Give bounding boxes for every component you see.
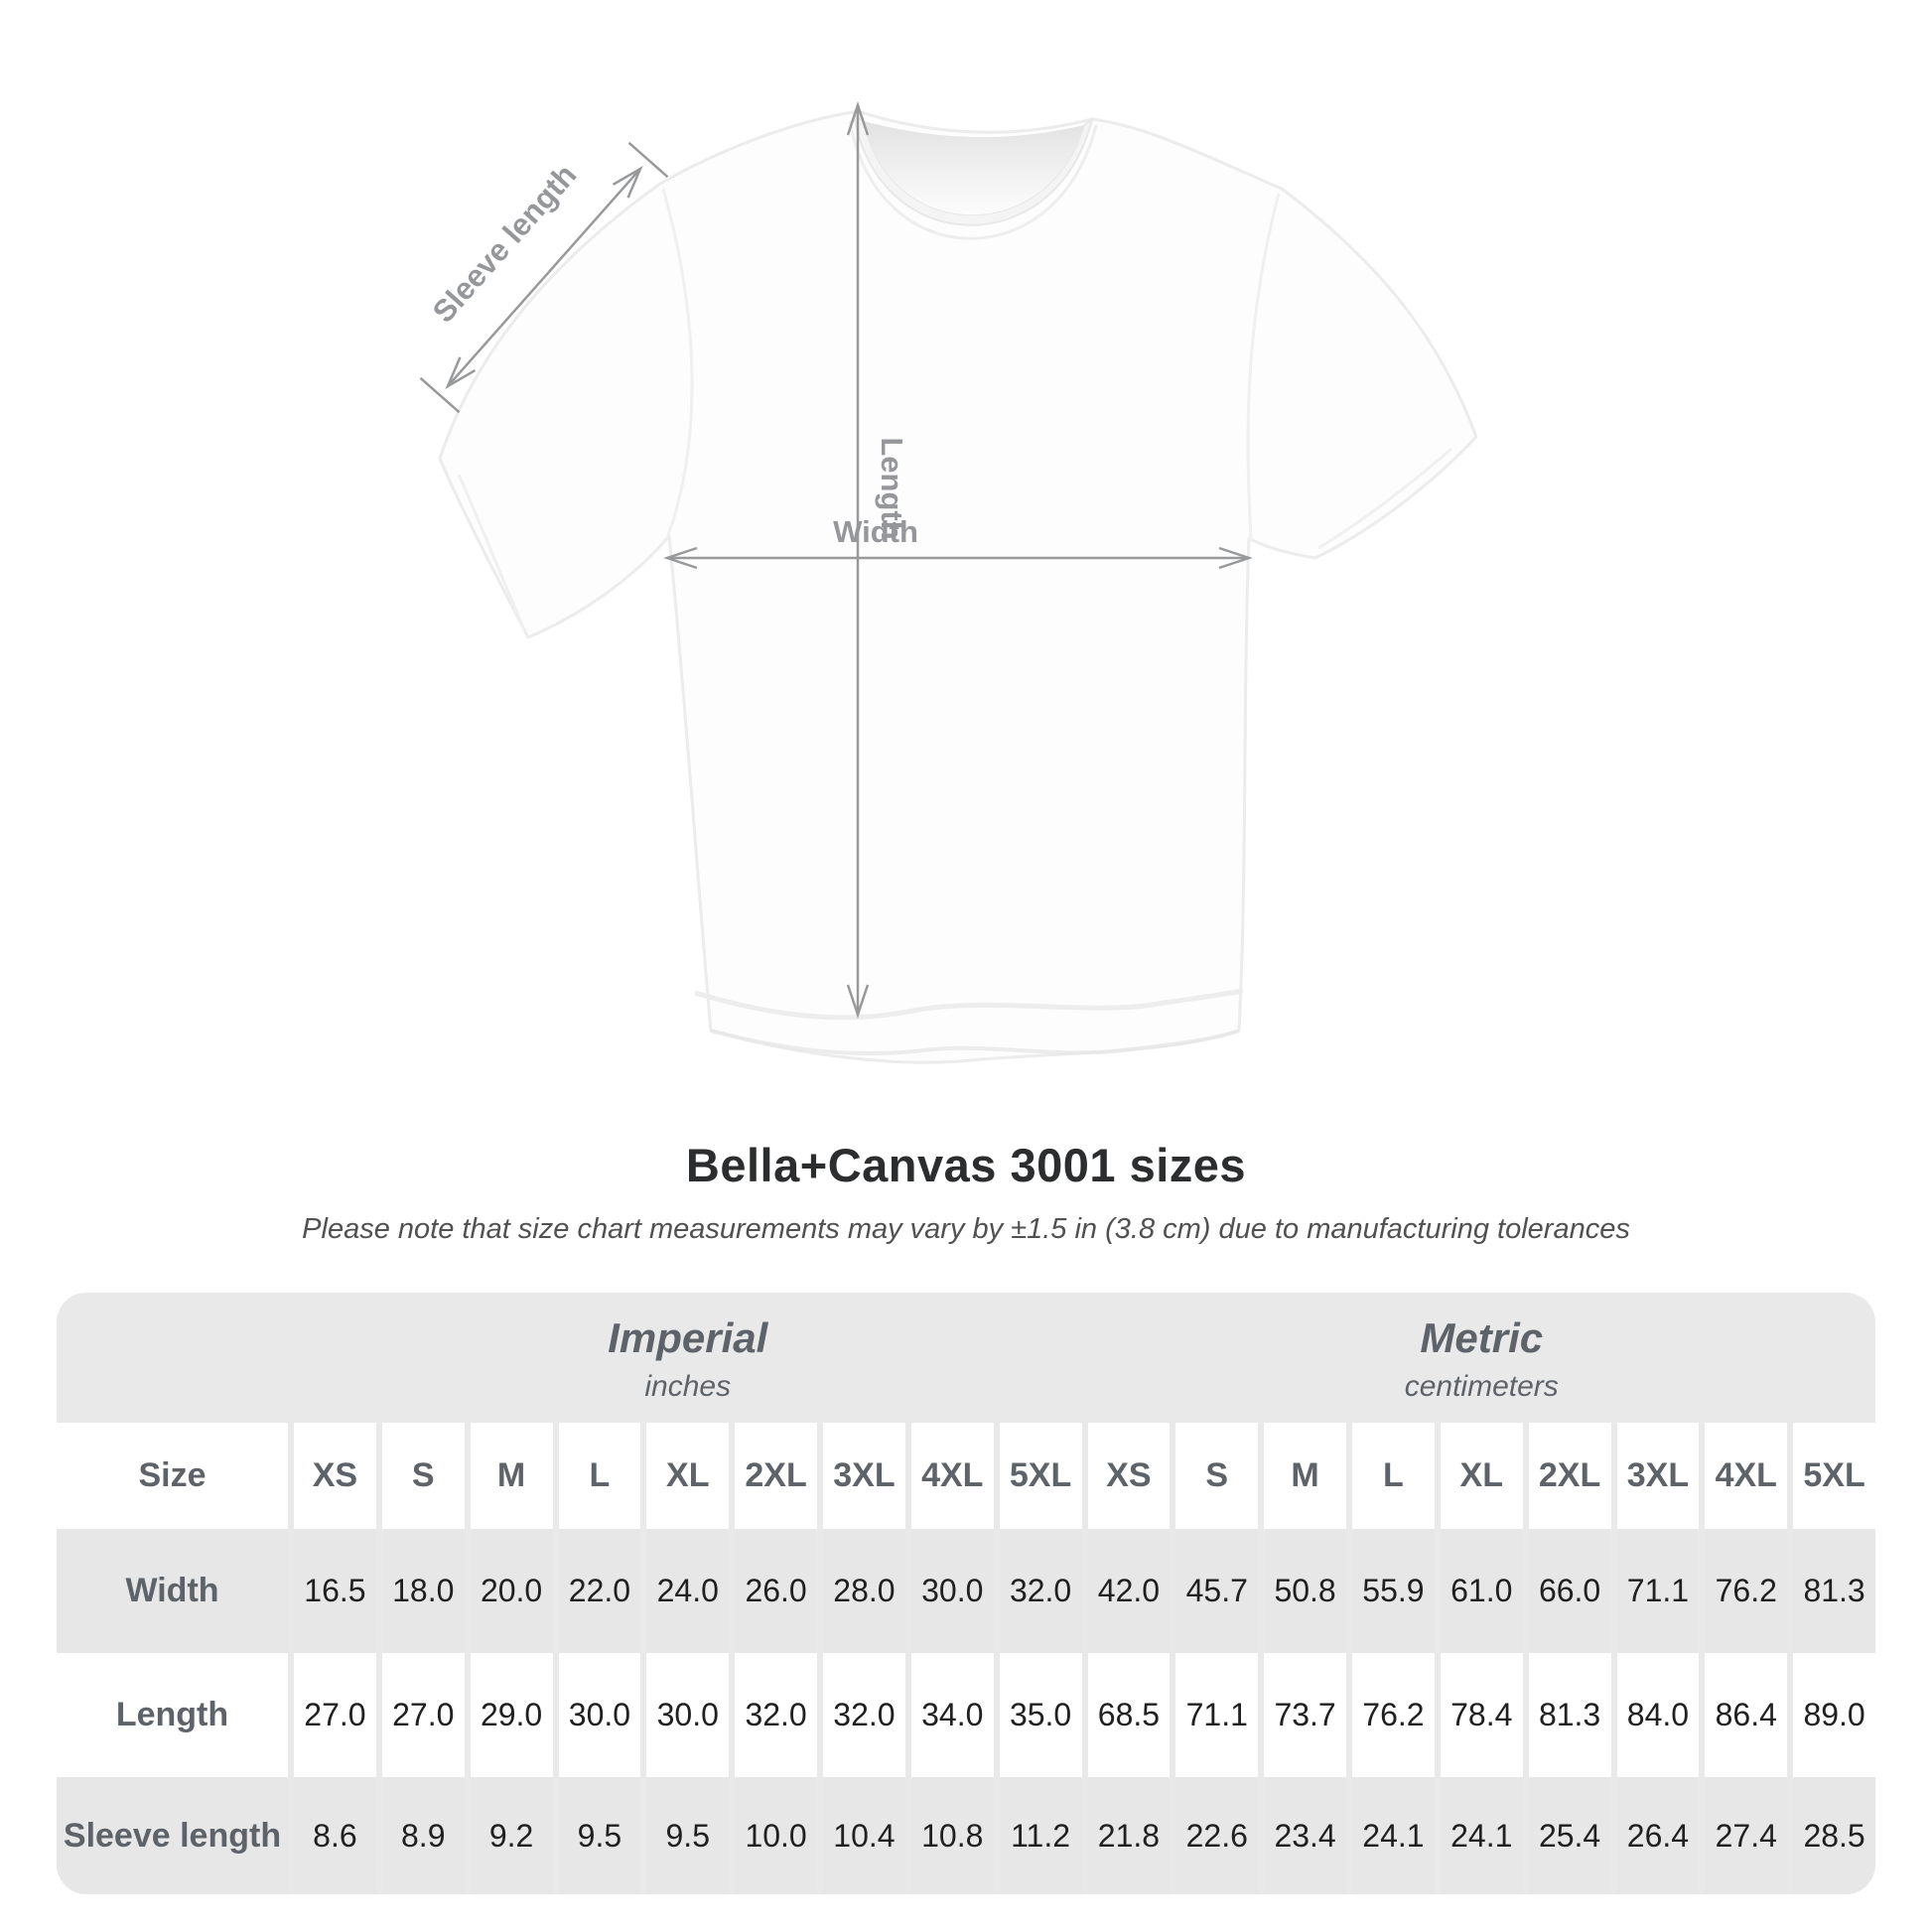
measurement-cell: 61.0	[1441, 1529, 1523, 1653]
measurement-cell: 45.7	[1175, 1529, 1258, 1653]
measurement-cell: 71.1	[1175, 1653, 1258, 1777]
measurement-cell: 76.2	[1352, 1653, 1435, 1777]
metric-header	[1088, 1293, 1876, 1423]
measurement-cell: 9.5	[646, 1777, 729, 1894]
measurement-cell: 21.8	[1088, 1777, 1171, 1894]
size-col-header: M	[471, 1423, 553, 1529]
size-header-row	[57, 1423, 1875, 1529]
measurement-cell: 25.4	[1529, 1777, 1611, 1894]
metric-title: Metric	[1420, 1314, 1544, 1361]
measurement-cell: 27.0	[382, 1653, 465, 1777]
tshirt-silhouette	[440, 111, 1476, 1062]
size-header-label: Size	[57, 1423, 288, 1529]
measurement-cell: 26.4	[1617, 1777, 1700, 1894]
metric-unit: centimeters	[1404, 1370, 1559, 1404]
size-col-header: XS	[294, 1423, 376, 1529]
size-col-header: 4XL	[1705, 1423, 1787, 1529]
measurement-cell: 68.5	[1088, 1653, 1171, 1777]
measurement-cell: 22.6	[1175, 1777, 1258, 1894]
row-label: Width	[57, 1529, 288, 1653]
measurement-cell: 27.0	[294, 1653, 376, 1777]
measurement-cell: 55.9	[1352, 1529, 1435, 1653]
measurement-cell: 32.0	[735, 1653, 817, 1777]
measurement-cell: 26.0	[735, 1529, 817, 1653]
measurement-cell: 8.9	[382, 1777, 465, 1894]
size-col-header: L	[559, 1423, 641, 1529]
measurement-cell: 50.8	[1264, 1529, 1346, 1653]
size-col-header: 3XL	[1617, 1423, 1700, 1529]
sleeve-length-label: Sleeve length	[425, 157, 584, 330]
tshirt-graphic	[440, 111, 1476, 1062]
length-label: Length	[875, 437, 909, 540]
measurement-cell: 28.5	[1793, 1777, 1875, 1894]
size-col-header: 2XL	[735, 1423, 817, 1529]
size-col-header: 5XL	[1000, 1423, 1082, 1529]
length-row	[57, 1653, 1875, 1777]
measurement-cell: 22.0	[559, 1529, 641, 1653]
row-label: Sleeve length	[57, 1777, 288, 1894]
size-col-header: 5XL	[1793, 1423, 1875, 1529]
unit-header-row	[57, 1293, 1875, 1423]
size-chart-card	[57, 1293, 1875, 1894]
measurement-cell: 89.0	[1793, 1653, 1875, 1777]
measurement-cell: 86.4	[1705, 1653, 1787, 1777]
measurement-cell: 78.4	[1441, 1653, 1523, 1777]
unit-header-spacer	[57, 1293, 288, 1423]
measurement-cell: 18.0	[382, 1529, 465, 1653]
size-col-header: 3XL	[823, 1423, 905, 1529]
measurement-cell: 30.0	[911, 1529, 994, 1653]
measurement-cell: 10.4	[823, 1777, 905, 1894]
measurement-cell: 30.0	[646, 1653, 729, 1777]
width-row	[57, 1529, 1875, 1653]
size-col-header: S	[382, 1423, 465, 1529]
size-col-header: 4XL	[911, 1423, 994, 1529]
measurement-cell: 27.4	[1705, 1777, 1787, 1894]
sleeve-length-row	[57, 1777, 1875, 1894]
measurement-cell: 81.3	[1793, 1529, 1875, 1653]
size-col-header: S	[1175, 1423, 1258, 1529]
measurement-cell: 35.0	[1000, 1653, 1082, 1777]
measurement-cell: 9.5	[559, 1777, 641, 1894]
measurement-cell: 66.0	[1529, 1529, 1611, 1653]
measurement-cell: 29.0	[471, 1653, 553, 1777]
imperial-header	[294, 1293, 1082, 1423]
size-col-header: XL	[1441, 1423, 1523, 1529]
size-col-header: M	[1264, 1423, 1346, 1529]
measurement-cell: 24.0	[646, 1529, 729, 1653]
imperial-title: Imperial	[608, 1314, 768, 1361]
measurement-cell: 8.6	[294, 1777, 376, 1894]
measurement-cell: 24.1	[1441, 1777, 1523, 1894]
measurement-cell: 71.1	[1617, 1529, 1700, 1653]
size-col-header: L	[1352, 1423, 1435, 1529]
measurement-cell: 42.0	[1088, 1529, 1171, 1653]
row-label: Length	[57, 1653, 288, 1777]
page-subtitle: Please note that size chart measurements may vary by ±1.5 in (3.8 cm) due to manufacturing tolerances	[302, 1213, 1630, 1245]
measurement-cell: 84.0	[1617, 1653, 1700, 1777]
measurement-cell: 30.0	[559, 1653, 641, 1777]
imperial-unit: inches	[644, 1370, 732, 1404]
measurement-cell: 34.0	[911, 1653, 994, 1777]
measurement-cell: 81.3	[1529, 1653, 1611, 1777]
measurement-cell: 73.7	[1264, 1653, 1346, 1777]
measurement-cell: 10.0	[735, 1777, 817, 1894]
measurement-cell: 23.4	[1264, 1777, 1346, 1894]
measurement-cell: 20.0	[471, 1529, 553, 1653]
measurement-cell: 32.0	[823, 1653, 905, 1777]
measurement-cell: 11.2	[1000, 1777, 1082, 1894]
width-label: Width	[833, 514, 918, 549]
measurement-cell: 28.0	[823, 1529, 905, 1653]
measurement-cell: 9.2	[471, 1777, 553, 1894]
measurement-cell: 24.1	[1352, 1777, 1435, 1894]
page-title: Bella+Canvas 3001 sizes	[685, 1139, 1247, 1191]
size-col-header: XL	[646, 1423, 729, 1529]
size-col-header: 2XL	[1529, 1423, 1611, 1529]
size-col-header: XS	[1088, 1423, 1171, 1529]
measurement-cell: 32.0	[1000, 1529, 1082, 1653]
measurement-cell: 16.5	[294, 1529, 376, 1653]
measurement-cell: 10.8	[911, 1777, 994, 1894]
measurement-cell: 76.2	[1705, 1529, 1787, 1653]
